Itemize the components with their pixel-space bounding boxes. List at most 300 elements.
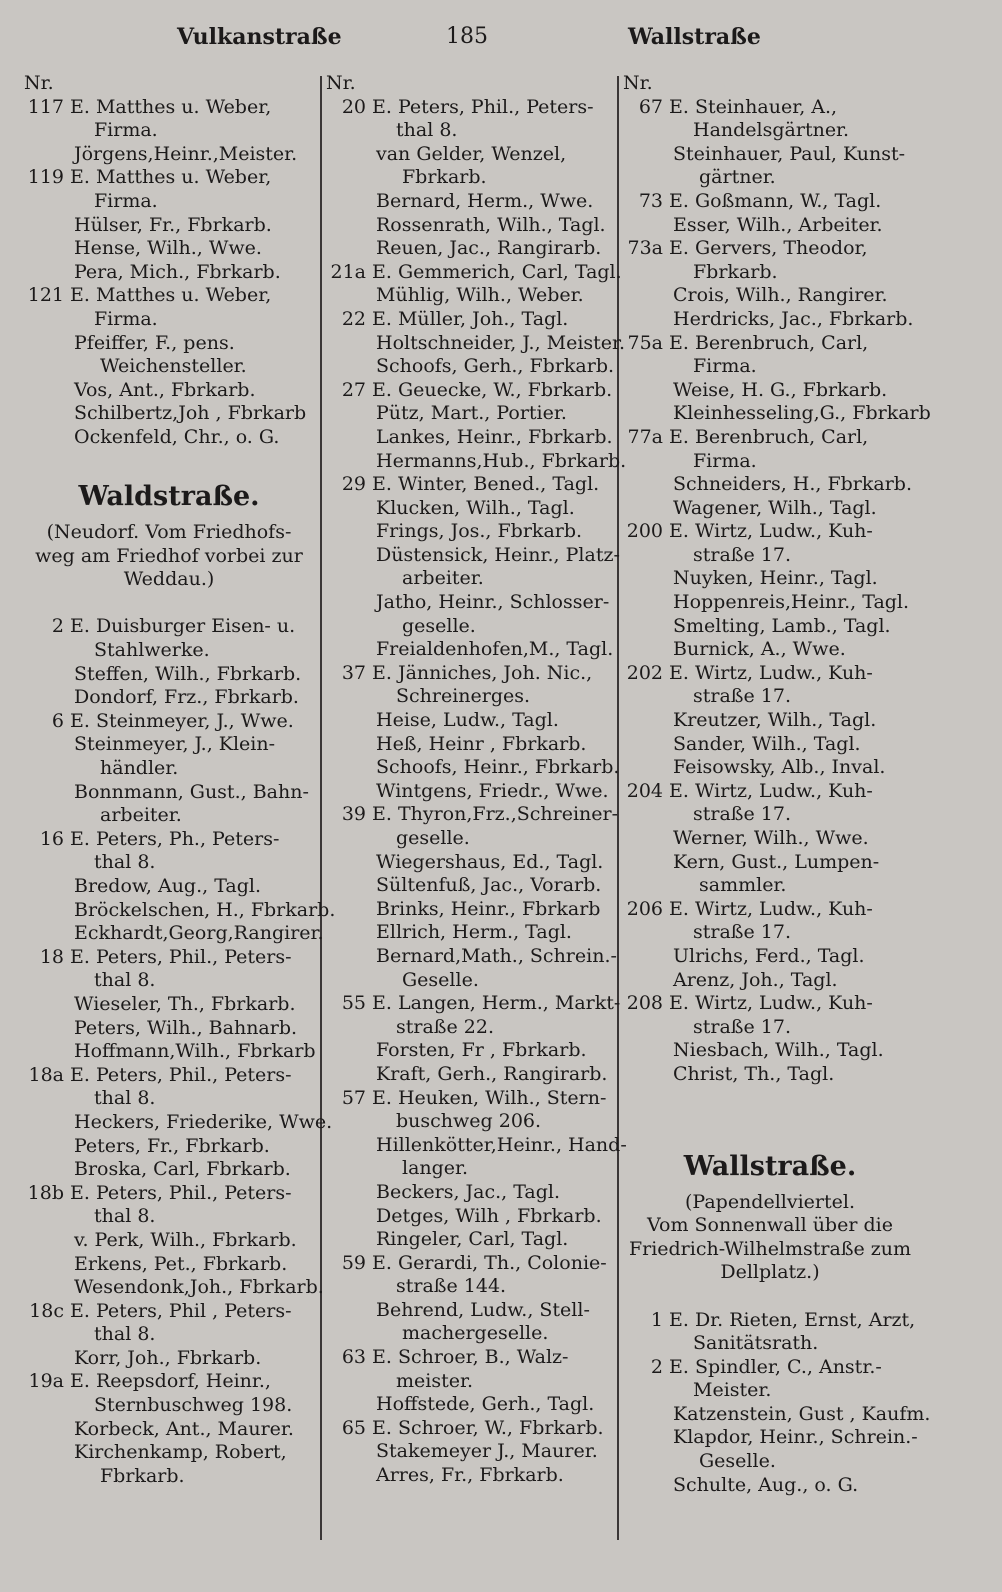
owner-entry: E. Schroer, W., Fbrkarb. [372,1416,604,1439]
directory-line [326,379,612,403]
directory-line [24,96,314,120]
directory-line [623,567,917,591]
resident-entry: Stakemeyer J., Maurer. [376,1440,598,1463]
house-number: 20 [341,95,366,118]
street-heading: Waldstraße. [78,481,260,513]
directory-line [326,1393,612,1417]
owner-entry: E. Heuken, Wilh., Stern- [372,1086,607,1109]
house-number: 77a [627,425,663,448]
owner-entry: E. Langen, Herm., Markt- [372,992,621,1015]
directory-line [24,426,314,450]
directory-line [623,662,917,686]
house-number: 75a [627,331,663,354]
directory-line [24,875,314,899]
directory-line [326,166,612,190]
directory-line [326,803,619,827]
entry-continuation: Firma. [693,449,757,472]
resident-entry: Korbeck, Ant., Maurer. [74,1417,294,1440]
resident-entry: Pütz, Mart., Portier. [376,402,567,425]
entry-continuation: Firma. [693,355,757,378]
house-number: 18a [28,1063,64,1086]
directory-line [623,992,917,1016]
directory-line [623,284,917,308]
directory-line [326,591,612,615]
directory-line [623,1426,917,1450]
resident-continuation: Weichensteller. [100,355,247,378]
directory-line [326,1252,612,1276]
resident-entry: Crois, Wilh., Rangirer. [673,284,888,307]
house-number: 55 [341,992,366,1015]
resident-entry: Erkens, Pet., Fbrkarb. [74,1252,288,1275]
directory-line [326,874,612,898]
directory-line [623,1016,917,1040]
directory-line [24,1347,314,1371]
directory-line [326,520,612,544]
resident-entry: Katzenstein, Gust , Kaufm. [673,1402,931,1425]
entry-continuation: straße 22. [396,1015,494,1038]
resident-entry: Kleinhesseling,G., Fbrkarb [673,402,931,425]
resident-entry: Steinhauer, Paul, Kunst- [673,142,906,165]
directory-line [24,1465,314,1489]
directory-line [326,992,621,1016]
directory-line [24,1229,314,1253]
directory-line [24,804,314,828]
resident-entry: Werner, Wilh., Wwe. [673,827,869,849]
entry-continuation: straße 17. [693,921,791,944]
resident-entry: Esser, Wilh., Arbeiter. [673,213,883,236]
resident-entry: Nuyken, Heinr., Tagl. [673,567,878,590]
resident-entry: Wagener, Wilh., Tagl. [673,496,877,519]
owner-entry: E. Matthes u. Weber, [70,95,272,118]
entry-continuation: Sanitätsrath. [693,1332,819,1355]
directory-line [326,827,612,851]
spacer [623,1285,917,1309]
directory-line [24,781,314,805]
directory-line [24,1110,333,1135]
directory-line [326,119,612,143]
entry-continuation: Firma. [94,189,158,212]
entry-continuation: thal 8. [94,1205,156,1228]
directory-line [24,1441,314,1465]
resident-entry: Kreutzer, Wilh., Tagl. [673,709,877,732]
directory-line [24,615,314,639]
resident-entry: Schulte, Aug., o. G. [673,1473,859,1496]
owner-entry: E. Matthes u. Weber, [70,284,272,307]
column-2 [326,72,627,1488]
resident-entry: Freialdenhofen,M., Tagl. [376,638,614,661]
house-number: 1 [650,1308,663,1331]
directory-line [24,379,314,403]
directory-line [326,1464,612,1488]
owner-entry: E. Dr. Rieten, Ernst, Arzt, [669,1308,916,1331]
directory-line [24,1323,314,1347]
resident-entry: Hillenkötter,Heinr., Hand- [376,1133,627,1156]
resident-entry: Korr, Joh., Fbrkarb. [74,1346,262,1369]
house-number: 73 [638,189,663,212]
spacer [623,1087,917,1143]
resident-entry: Bröckelschen, H., Fbrkarb. [74,898,336,921]
house-number: 18c [29,1299,64,1322]
street-description: (Papendellviertel. [684,1190,855,1213]
resident-entry: Hermanns,Hub., Fbrkarb. [376,449,627,472]
resident-entry: Pfeiffer, F., pens. [74,331,235,354]
owner-entry: E. Spindler, C., Anstr.- [669,1355,882,1378]
resident-entry: Peters, Fr., Fbrkarb. [74,1134,270,1157]
directory-line [326,449,627,474]
resident-entry: Wiegershaus, Ed., Tagl. [376,850,604,873]
resident-continuation: händler. [100,757,179,780]
directory-line [326,497,612,521]
entry-continuation: Fbrkarb. [693,260,778,283]
directory-line [623,827,917,851]
directory-line [623,426,917,450]
house-number: 202 [626,661,663,684]
directory-line [326,756,620,780]
resident-entry: v. Perk, Wilh., Fbrkarb. [74,1228,297,1251]
directory-line [326,1133,627,1158]
directory-line [623,143,917,167]
house-number: 18 [39,945,64,968]
directory-line [24,1276,324,1300]
house-number: 63 [341,1346,366,1369]
street-description: Friedrich-Wilhelmstraße zum [628,1237,912,1260]
directory-line [623,308,917,332]
house-number: 121 [27,284,64,307]
directory-line [326,733,612,757]
directory-line [24,686,314,710]
owner-entry: E. Peters, Ph., Peters- [70,827,280,850]
resident-continuation: machergeselle. [402,1322,549,1345]
resident-entry: Bonnmann, Gust., Bahn- [74,780,309,803]
directory-line [326,143,612,167]
owner-entry: E. Jänniches, Joh. Nic., [372,661,593,684]
resident-entry: Peters, Wilh., Bahnarb. [74,1016,298,1039]
house-number: 59 [341,1251,366,1274]
resident-entry: Ulrichs, Ferd., Tagl. [673,944,865,967]
directory-line [24,1087,314,1111]
entry-continuation: Meister. [693,1379,772,1402]
resident-continuation: arbeiter. [100,804,182,827]
resident-entry: van Gelder, Wenzel, [376,142,567,165]
resident-entry: Hense, Wilh., Wwe. [74,237,262,260]
directory-line [24,355,314,379]
directory-line [24,166,314,190]
directory-line [24,308,314,332]
house-number: 18b [27,1181,64,1204]
directory-line [24,190,314,214]
house-number: 57 [341,1086,366,1109]
resident-entry: Hülser, Fr., Fbrkarb. [74,213,272,236]
resident-entry: Beckers, Jac., Tagl. [376,1180,561,1203]
header-left-street: Vulkanstraße [177,24,342,50]
entry-continuation: straße 17. [693,803,791,826]
house-number: 208 [626,992,663,1015]
directory-line [24,969,314,993]
directory-line [326,1205,612,1229]
street-description: (Neudorf. Vom Friedhofs- [46,521,292,544]
directory-line [623,544,917,568]
entry-continuation: thal 8. [94,851,156,874]
resident-continuation: Geselle. [699,1450,776,1473]
resident-entry: Burnick, A., Wwe. [673,638,846,661]
directory-line [24,1182,314,1206]
resident-entry: Lankes, Heinr., Fbrkarb. [376,425,613,448]
directory-line [326,898,612,922]
resident-entry: Sültenfuß, Jac., Vorarb. [376,874,602,897]
directory-line [24,946,314,970]
directory-line [623,1309,917,1333]
directory-line [24,402,314,426]
directory-line [623,473,917,497]
directory-line [24,1135,314,1159]
entry-continuation: thal 8. [94,1087,156,1110]
resident-entry: Bredow, Aug., Tagl. [74,875,262,897]
nr-label: Nr. [326,72,356,94]
directory-line [623,851,917,875]
resident-entry: Kirchenkamp, Robert, [74,1441,287,1464]
directory-line [326,473,612,497]
owner-entry: E. Gervers, Theodor, [669,237,868,260]
directory-line [623,1039,917,1063]
resident-continuation: geselle. [402,614,476,637]
owner-entry: E. Gerardi, Th., Colonie- [372,1251,607,1274]
directory-line [623,874,917,898]
entry-continuation: straße 17. [693,543,791,566]
resident-entry: Vos, Ant., Fbrkarb. [74,378,256,401]
resident-continuation: sammler. [699,874,787,897]
directory-line [623,497,917,521]
resident-entry: Jatho, Heinr., Schlosser- [376,591,610,614]
resident-continuation: langer. [402,1157,469,1180]
owner-entry: E. Peters, Phil., Peters- [70,1181,292,1204]
resident-entry: Wintgens, Friedr., Wwe. [376,779,609,802]
directory-line [623,119,917,143]
directory-line [623,591,917,615]
directory-line [623,638,917,662]
page-header [0,24,1002,64]
directory-line [623,190,917,214]
directory-line [623,1474,917,1498]
directory-line [24,214,314,238]
directory-line [623,166,917,190]
owner-entry: E. Peters, Phil , Peters- [70,1299,292,1322]
entry-continuation: straße 17. [693,1015,791,1038]
directory-line [623,355,917,379]
owner-entry: E. Duisburger Eisen- u. [70,615,296,638]
number-column-label [24,72,314,96]
nr-label: Nr. [623,72,653,94]
owner-entry: E. Wirtz, Ludw., Kuh- [669,520,873,543]
directory-line [326,1322,612,1346]
resident-continuation: Geselle. [402,968,479,991]
street-description: Dellplatz.) [720,1261,820,1284]
resident-entry: Holtschneider, J., Meister. [376,331,626,354]
entry-continuation: thal 8. [94,969,156,992]
entry-continuation: straße 144. [396,1275,507,1298]
directory-line [623,1063,917,1087]
directory-line [326,331,626,356]
resident-entry: Düstensick, Heinr., Platz- [376,543,620,566]
house-number: 29 [341,473,366,496]
entry-continuation: thal 8. [396,119,458,142]
house-number: 27 [341,378,366,401]
directory-line [326,709,612,733]
resident-entry: Heckers, Friederike, Wwe. [74,1110,333,1133]
directory-line [326,426,612,450]
resident-entry: Wieseler, Th., Fbrkarb. [74,992,296,1015]
directory-line [623,615,917,639]
directory-line [326,1181,612,1205]
resident-entry: Ringeler, Carl, Tagl. [376,1228,569,1251]
resident-entry: Heß, Heinr , Fbrkarb. [376,732,587,755]
resident-entry: Christ, Th., Tagl. [673,1062,835,1085]
house-number: 22 [341,307,366,330]
owner-entry: E. Gemmerich, Carl, Tagl. [372,260,622,283]
directory-line [326,969,612,993]
resident-entry: Reuen, Jac., Rangirarb. [376,237,602,260]
directory-line [24,828,314,852]
directory-line [326,237,612,261]
resident-entry: Detges, Wilh , Fbrkarb. [376,1204,602,1227]
entry-continuation: Firma. [94,307,158,330]
directory-line [24,898,336,923]
directory-line [326,1039,612,1063]
resident-entry: Bernard,Math., Schrein.- [376,944,617,967]
directory-line [326,1157,612,1181]
directory-line [326,1440,612,1464]
directory-line [24,922,324,946]
directory-line [24,1205,314,1229]
resident-entry: Steffen, Wilh., Fbrkarb. [74,662,302,685]
directory-line [326,355,615,379]
house-number: 67 [638,95,663,118]
directory-line [623,261,917,285]
resident-entry: Pera, Mich., Fbrkarb. [74,260,281,283]
directory-line [24,119,314,143]
directory-line [326,851,612,875]
house-number: 39 [341,803,366,826]
owner-entry: E. Schroer, B., Walz- [372,1346,569,1369]
directory-line [623,780,917,804]
directory-line [326,1110,612,1134]
directory-line [623,332,917,356]
directory-line [326,1275,612,1299]
directory-line [326,1087,612,1111]
directory-line [623,803,917,827]
resident-entry: Forsten, Fr , Fbrkarb. [376,1039,587,1062]
house-number: 2 [51,615,64,638]
nr-label: Nr. [24,72,54,94]
directory-line [623,756,917,780]
directory-line [24,1064,314,1088]
owner-entry: E. Peters, Phil., Peters- [70,945,292,968]
directory-line [326,543,620,568]
entry-continuation: buschweg 206. [396,1110,542,1133]
directory-line [326,1016,612,1040]
directory-line [24,284,314,308]
resident-entry: Niesbach, Wilh., Tagl. [673,1039,884,1062]
resident-entry: Sander, Wilh., Tagl. [673,732,861,755]
directory-line [623,379,917,403]
directory-line [623,898,917,922]
house-number: 200 [626,520,663,543]
column-3 [623,72,931,1497]
owner-entry: E. Geuecke, W., Fbrkarb. [372,378,613,401]
directory-line [623,921,917,945]
resident-entry: Jörgens,Heinr.,Meister. [74,142,298,165]
directory-line [623,402,931,426]
owner-entry: E. Steinmeyer, J., Wwe. [70,709,294,732]
directory-line [326,260,622,285]
directory-line [24,237,314,261]
resident-entry: Herdricks, Jac., Fbrkarb. [673,307,914,330]
resident-entry: Mühlig, Wilh., Weber. [376,284,584,307]
directory-line [326,615,612,639]
house-number: 73a [627,237,663,260]
directory-line [326,567,612,591]
resident-entry: Bernard, Herm., Wwe. [376,189,594,212]
directory-line [326,1228,612,1252]
house-number: 16 [39,827,64,850]
directory-line [326,685,612,709]
directory-line [24,261,314,285]
owner-entry: E. Matthes u. Weber, [70,166,272,189]
directory-line [326,921,612,945]
number-column-label [326,72,612,96]
directory-line [326,96,612,120]
entry-continuation: straße 17. [693,685,791,708]
directory-line [24,851,314,875]
directory-line [326,1346,612,1370]
resident-continuation: Fbrkarb. [100,1464,185,1487]
resident-entry: Arres, Fr., Fbrkarb. [376,1464,564,1487]
directory-line [24,1253,314,1277]
spacer [24,450,314,474]
house-number: 2 [650,1355,663,1378]
directory-line [24,663,314,687]
entry-continuation: Sternbuschweg 198. [94,1394,293,1417]
entry-continuation: geselle. [396,827,470,849]
house-number: 206 [626,897,663,920]
resident-entry: Hoppenreis,Heinr., Tagl. [673,591,910,614]
resident-entry: Brinks, Heinr., Fbrkarb [376,897,601,920]
owner-entry: E. Berenbruch, Carl, [669,425,869,448]
resident-entry: Kern, Gust., Lumpen- [673,850,880,873]
owner-entry: E. Peters, Phil., Peters- [372,95,594,118]
directory-line [24,733,314,757]
resident-entry: Schoofs, Heinr., Fbrkarb. [376,756,620,779]
resident-entry: Frings, Jos., Fbrkarb. [376,520,583,543]
directory-line [623,1450,917,1474]
directory-line [24,993,314,1017]
resident-entry: Feisowsky, Alb., Inval. [673,756,886,779]
directory-line [24,1418,314,1442]
house-number: 19a [28,1370,64,1393]
directory-line [326,308,612,332]
directory-line [623,214,917,238]
directory-line [623,96,917,120]
resident-continuation: gärtner. [699,166,776,189]
resident-entry: Arenz, Joh., Tagl. [673,968,838,991]
directory-line [623,1379,917,1403]
owner-entry: E. Winter, Bened., Tagl. [372,473,600,496]
house-number: 37 [341,661,366,684]
resident-entry: Steinmeyer, J., Klein- [74,733,276,756]
directory-line [326,284,612,308]
house-number: 204 [626,779,663,802]
owner-entry: E. Steinhauer, A., [669,95,838,118]
directory-line [24,757,314,781]
